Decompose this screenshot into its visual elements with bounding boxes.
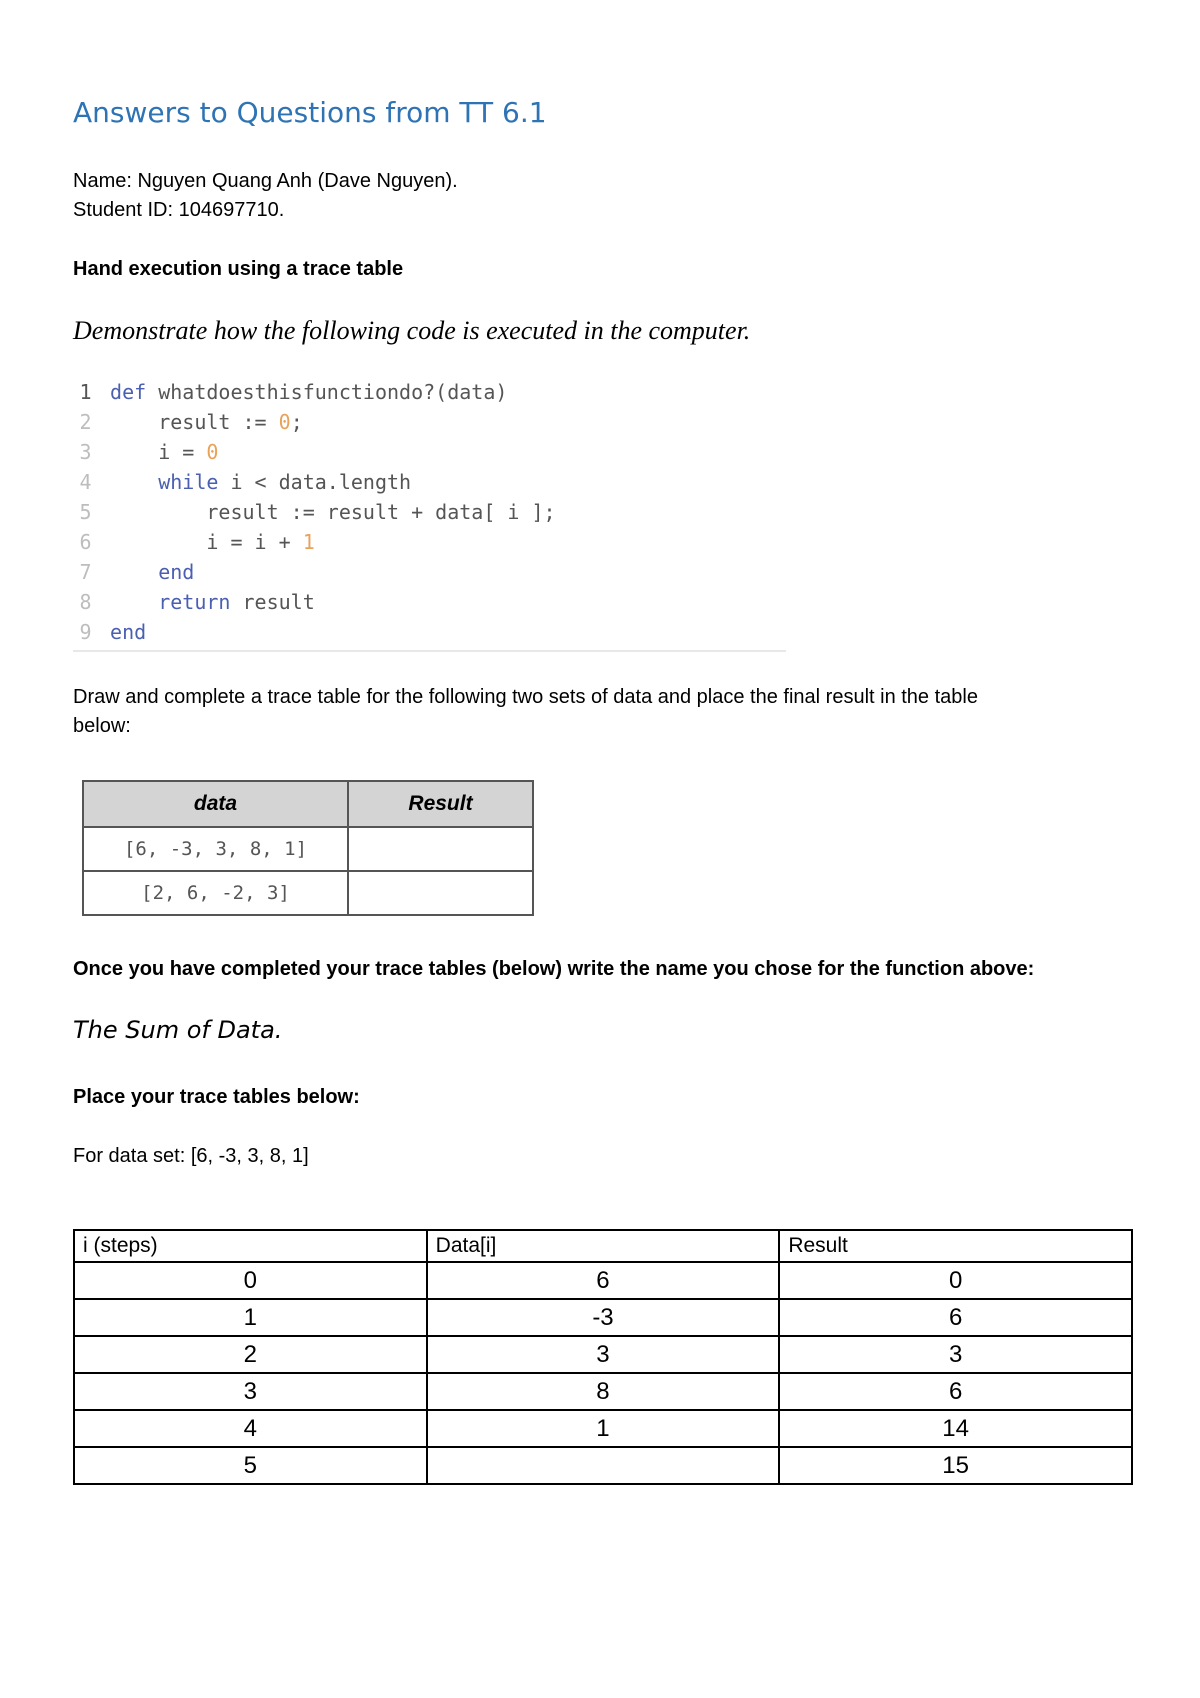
line-number: 7 [79, 560, 92, 584]
table-row [74, 1447, 1132, 1484]
table-cell [427, 1447, 780, 1484]
table-row [74, 1410, 1132, 1447]
table-cell: 14 [779, 1410, 1132, 1447]
column-header: Data[i] [427, 1230, 780, 1262]
line-number: 4 [79, 470, 92, 494]
code-line: 8 return result [73, 590, 315, 620]
column-header: data [83, 781, 348, 827]
table-row [83, 827, 533, 871]
table-cell: [2, 6, -2, 3] [83, 871, 348, 915]
line-number: 6 [79, 530, 92, 554]
name-prompt: Once you have completed your trace tables (below) write the name you chose for the function above: [73, 958, 1035, 980]
place-prompt: Place your trace tables below: [73, 1086, 360, 1108]
draw-instruction-line-2: below: [73, 715, 131, 737]
trace-table [73, 1229, 1133, 1485]
table-cell: 6 [427, 1262, 780, 1299]
question-table [82, 780, 534, 916]
instruction: Demonstrate how the following code is executed in the computer. [73, 316, 751, 345]
code-line: 9 end [73, 620, 146, 650]
table-cell [348, 871, 533, 915]
table-cell: 3 [427, 1336, 780, 1373]
table-cell: 1 [74, 1299, 427, 1336]
table-cell: 6 [779, 1299, 1132, 1336]
student-name: Name: Nguyen Quang Anh (Dave Nguyen). [73, 170, 458, 192]
code-block [73, 380, 786, 652]
column-header: Result [779, 1230, 1132, 1262]
table-cell: 6 [779, 1373, 1132, 1410]
code-line: 5 result := result + data[ i ]; [73, 500, 556, 530]
table-cell: 1 [427, 1410, 780, 1447]
line-number: 3 [79, 440, 92, 464]
table-cell: 2 [74, 1336, 427, 1373]
table-header-row [74, 1230, 1132, 1262]
line-number: 8 [79, 590, 92, 614]
line-number: 2 [79, 410, 92, 434]
table-cell: 4 [74, 1410, 427, 1447]
table-row [74, 1336, 1132, 1373]
line-number: 5 [79, 500, 92, 524]
code-line: 2 result := 0; [73, 410, 303, 440]
line-number: 1 [79, 380, 92, 404]
function-name-answer: The Sum of Data. [73, 1016, 283, 1044]
table-row [74, 1299, 1132, 1336]
table-row [74, 1262, 1132, 1299]
code-line: 7 end [73, 560, 194, 590]
table-cell [348, 827, 533, 871]
table-cell: 3 [74, 1373, 427, 1410]
column-header: Result [348, 781, 533, 827]
table-cell: 15 [779, 1447, 1132, 1484]
column-header: i (steps) [74, 1230, 427, 1262]
code-line: 1 def whatdoesthisfunctiondo?(data) [73, 380, 507, 410]
table-row [83, 871, 533, 915]
line-number: 9 [79, 620, 92, 644]
draw-instruction-line-1: Draw and complete a trace table for the following two sets of data and place the final result in the table [73, 686, 978, 708]
table-cell: -3 [427, 1299, 780, 1336]
table-cell: 5 [74, 1447, 427, 1484]
dataset-label: For data set: [6, -3, 3, 8, 1] [73, 1145, 309, 1167]
section-heading: Hand execution using a trace table [73, 258, 404, 280]
table-header-row [83, 781, 533, 827]
code-line: 4 while i < data.length [73, 470, 411, 500]
page-title: Answers to Questions from TT 6.1 [73, 96, 547, 129]
student-id: Student ID: 104697710. [73, 199, 285, 221]
table-row [74, 1373, 1132, 1410]
table-cell: 0 [779, 1262, 1132, 1299]
table-cell: [6, -3, 3, 8, 1] [83, 827, 348, 871]
code-line: 3 i = 0 [73, 440, 218, 470]
table-cell: 0 [74, 1262, 427, 1299]
table-cell: 8 [427, 1373, 780, 1410]
code-line: 6 i = i + 1 [73, 530, 315, 560]
table-cell: 3 [779, 1336, 1132, 1373]
